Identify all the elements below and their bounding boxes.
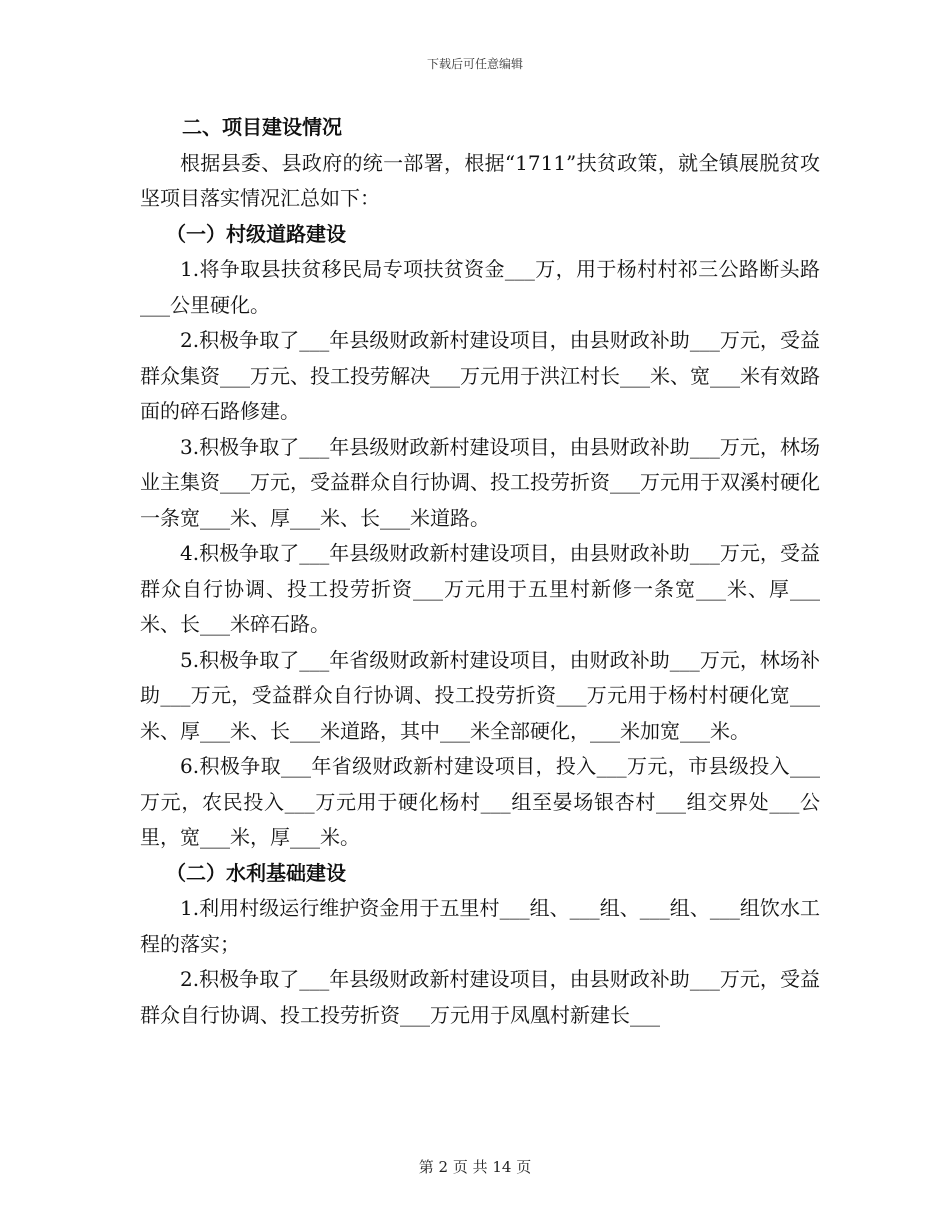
road-item-1: 1.将争取县扶贫移民局专项扶贫资金___万，用于杨村村祁三公路断头路___公里硬化。 bbox=[140, 257, 820, 317]
document-body bbox=[140, 110, 820, 1033]
subsection-title-roads: （一）村级道路建设 bbox=[166, 221, 346, 246]
water-item-1: 1.利用村级运行维护资金用于五里村___组、___组、___组、___组饮水工程的落实； bbox=[140, 896, 820, 956]
page-number: 第 2 页 共 14 页 bbox=[418, 1158, 532, 1176]
road-item-2: 2.积极争取了___年县级财政新村建设项目，由县财政补助___万元，受益群众集资___万元、投工投劳解决___万元用于洪江村长___米、宽___米有效路面的碎石路修建。 bbox=[140, 328, 820, 423]
road-item-4: 4.积极争取了___年县级财政新村建设项目，由县财政补助___万元，受益群众自行协调、投工投劳折资___万元用于五里村新修一条宽___米、厚___米、长___米碎石路。 bbox=[140, 541, 820, 636]
page-header: 下载后可任意编辑 bbox=[426, 57, 523, 71]
section-intro: 根据县委、县政府的统一部署，根据“1711”扶贫政策，就全镇展脱贫攻坚项目落实情况汇总如下： bbox=[140, 150, 820, 210]
subsection-title-water: （二）水利基础建设 bbox=[166, 860, 346, 885]
road-item-6: 6.积极争取___年省级财政新村建设项目，投入___万元，市县级投入___万元，农民投入___万元用于硬化杨村___组至晏场银杏村___组交界处___公里，宽___米，厚___米。 bbox=[140, 754, 820, 849]
road-item-5: 5.积极争取了___年省级财政新村建设项目，由财政补助___万元，林场补助___万元，受益群众自行协调、投工投劳折资___万元用于杨村村硬化宽___米、厚___米、长___米道路，其中___米全部硬化，___米加宽___米。 bbox=[140, 647, 820, 743]
water-item-2: 2.积极争取了___年县级财政新村建设项目，由县财政补助___万元，受益群众自行协调、投工投劳折资___万元用于凤凰村新建长___ bbox=[140, 967, 820, 1027]
road-item-3: 3.积极争取了___年县级财政新村建设项目，由县财政补助___万元，林场业主集资___万元，受益群众自行协调、投工投劳折资___万元用于双溪村硬化一条宽___米、厚___米、长___米道路。 bbox=[140, 434, 820, 530]
section-title: 二、项目建设情况 bbox=[182, 115, 342, 139]
